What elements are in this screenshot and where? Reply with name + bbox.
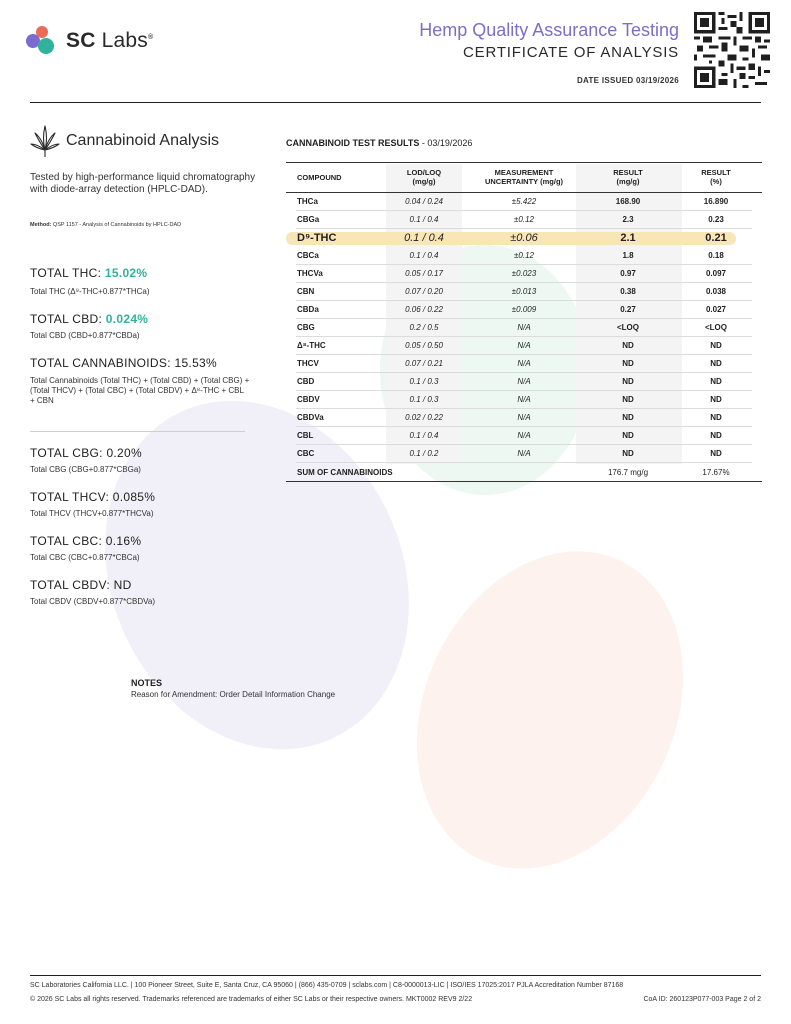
compound-cell: CBG [297,323,315,332]
analysis-description: Tested by high-performance liquid chromatography with diode-array detection (HPLC-DAD). [30,172,256,195]
result-pct-cell: ND [710,377,722,386]
result-mg-cell: 0.38 [620,287,636,296]
total-thc: TOTAL THC: 15.02% [30,266,148,280]
document-title: Hemp Quality Assurance Testing [419,20,679,40]
result-mg-cell: <LOQ [616,323,639,332]
section-title: Cannabinoid Analysis [66,132,219,149]
result-mg-cell: 2.1 [620,232,636,244]
total-cannabinoids-formula: Total Cannabinoids (Total THC) + (Total CBD) + (Total CBG) + (Total THCV) + (Total CBC) + (Total CBDV) + Δ⁸-THC + CBL + CBN [30,376,250,405]
cannabis-leaf-icon [30,124,60,158]
uncertainty-cell: ±5.422 [511,197,537,206]
total-cbc-formula: Total CBC (CBC+0.877*CBCa) [30,553,140,562]
lodloq-cell: 0.1 / 0.4 [404,232,444,244]
table-title: CANNABINOID TEST RESULTS - 03/19/2026 [286,138,473,148]
notes-text: Reason for Amendment: Order Detail Information Change [131,690,336,699]
table-row [286,391,762,409]
table-row [286,265,762,283]
uncertainty-cell: N/A [517,413,531,422]
compound-cell: THCa [297,197,318,206]
total-cbg: TOTAL CBG: 0.20% [30,446,142,460]
result-mg-cell: 2.3 [622,215,634,224]
uncertainty-cell: N/A [517,377,531,386]
total-cbd-formula: Total CBD (CBD+0.877*CBDa) [30,331,140,340]
total-cbc: TOTAL CBC: 0.16% [30,534,142,548]
table-row [286,337,762,355]
logo-text: SC Labs® [66,29,154,52]
result-mg-cell: ND [622,341,634,350]
row-divider [296,462,752,463]
table-row [286,211,762,229]
result-pct-cell: ND [710,431,722,440]
logo-mark-icon [26,26,62,56]
col-header-uncertainty: MEASUREMENT UNCERTAINTY (mg/g) [484,168,564,186]
result-pct-cell: ND [710,395,722,404]
result-mg-cell: ND [622,395,634,404]
lodloq-cell: 0.1 / 0.4 [409,251,439,260]
coa-id-page: CoA ID: 260123P077-003 Page 2 of 2 [643,996,761,1003]
qr-code-icon[interactable] [694,12,770,88]
lodloq-cell: 0.05 / 0.17 [405,269,443,278]
left-divider [30,431,245,432]
compound-cell: Δ⁸-THC [297,341,326,350]
uncertainty-cell: N/A [517,323,531,332]
uncertainty-cell: N/A [517,449,531,458]
table-row [286,355,762,373]
table-top-rule [286,162,762,163]
lodloq-cell: 0.02 / 0.22 [405,413,443,422]
result-mg-cell: ND [622,413,634,422]
sum-row: SUM OF CANNABINOIDS 176.7 mg/g 17.67% [297,468,730,477]
footer-company-line: SC Laboratories California LLC. | 100 Pioneer Street, Suite E, Santa Cruz, CA 95060 | (866) 435-0709 | sclabs.com | C8-0000013-LIC | ISO/IES 17025:2017 PJLA Accreditation Number 87168 [30,982,624,989]
compound-cell: CBDV [297,395,320,404]
cannabinoid-analysis-heading [30,124,219,158]
uncertainty-cell: ±0.013 [511,287,537,296]
result-mg-cell: ND [622,359,634,368]
result-mg-cell: 168.90 [615,197,641,206]
compound-cell: CBCa [297,251,319,260]
total-cannabinoids: TOTAL CANNABINOIDS: 15.53% [30,356,217,370]
uncertainty-cell: ±0.009 [511,305,537,314]
compound-cell: CBN [297,287,315,296]
background-blob [367,508,733,913]
lodloq-cell: 0.2 / 0.5 [409,323,439,332]
table-bottom-rule [286,481,762,482]
result-pct-cell: ND [710,413,722,422]
uncertainty-cell: N/A [517,395,531,404]
table-row [286,283,762,301]
uncertainty-cell: N/A [517,359,531,368]
compound-cell: CBGa [297,215,320,224]
uncertainty-cell: ±0.12 [514,251,534,260]
total-thcv: TOTAL THCV: 0.085% [30,490,156,504]
table-row [286,409,762,427]
lodloq-cell: 0.1 / 0.3 [409,377,439,386]
lodloq-cell: 0.1 / 0.4 [409,215,439,224]
compound-cell: CBD [297,377,315,386]
compound-cell: CBL [297,431,314,440]
result-pct-cell: 0.097 [705,269,727,278]
result-pct-cell: <LOQ [704,323,727,332]
total-thcv-formula: Total THCV (THCV+0.877*THCVa) [30,509,154,518]
uncertainty-cell: ±0.023 [511,269,537,278]
total-thc-formula: Total THC (Δ⁹-THC+0.877*THCa) [30,287,150,296]
table-row [286,193,762,211]
lodloq-cell: 0.1 / 0.4 [409,431,439,440]
total-cbdv: TOTAL CBDV: ND [30,578,132,592]
result-pct-cell: 16.890 [703,197,729,206]
result-pct-cell: ND [710,449,722,458]
lodloq-cell: 0.04 / 0.24 [405,197,443,206]
compound-cell: THCV [297,359,319,368]
result-pct-cell: 0.18 [708,251,724,260]
table-row [286,445,762,463]
footer-copyright-line: © 2026 SC Labs all rights reserved. Trademarks referenced are trademarks of either SC Labs or their respective owners. MKT0002 REV9 2/22 CoA ID: 260123P077-003 Page 2 of 2 [30,996,761,1003]
table-row [286,301,762,319]
date-issued: DATE ISSUED 03/19/2026 [576,76,679,85]
total-cbdv-formula: Total CBDV (CBDV+0.877*CBDVa) [30,597,156,606]
total-cbd: TOTAL CBD: 0.024% [30,312,149,326]
compound-cell: THCVa [297,269,323,278]
table-row [286,229,762,247]
lodloq-cell: 0.1 / 0.2 [409,449,439,458]
result-pct-cell: ND [710,359,722,368]
document-subtitle: CERTIFICATE OF ANALYSIS [463,44,679,61]
compound-cell: CBDa [297,305,319,314]
lodloq-cell: 0.07 / 0.21 [405,359,443,368]
lodloq-cell: 0.05 / 0.50 [405,341,443,350]
compound-cell: D⁹-THC [297,232,337,244]
result-pct-cell: 0.038 [705,287,727,296]
sc-labs-logo [26,26,153,56]
result-mg-cell: 0.27 [620,305,636,314]
col-header-lodloq: LOD/LOQ (mg/g) [406,168,442,186]
table-row [286,427,762,445]
lodloq-cell: 0.06 / 0.22 [405,305,443,314]
result-pct-cell: 0.027 [705,305,727,314]
result-mg-cell: 0.97 [620,269,636,278]
result-pct-cell: ND [710,341,722,350]
compound-cell: CBDVa [297,413,324,422]
result-mg-cell: 1.8 [622,251,634,260]
header-divider [30,102,761,103]
table-row [286,247,762,265]
result-mg-cell: ND [622,377,634,386]
total-cbg-formula: Total CBG (CBG+0.877*CBGa) [30,465,141,474]
result-pct-cell: 0.21 [705,232,727,244]
result-mg-cell: ND [622,449,634,458]
result-pct-cell: 0.23 [708,215,724,224]
lodloq-cell: 0.1 / 0.3 [409,395,439,404]
col-header-result-pct: RESULT (%) [701,168,731,186]
lodloq-cell: 0.07 / 0.20 [405,287,443,296]
result-mg-cell: ND [622,431,634,440]
method-line: Method: QSP 1157 - Analysis of Cannabinoids by HPLC-DAD [30,222,182,228]
table-row [286,373,762,391]
compound-cell: CBC [297,449,315,458]
uncertainty-cell: N/A [517,341,531,350]
col-header-result-mg: RESULT (mg/g) [613,168,643,186]
notes-heading: NOTES [131,678,163,688]
uncertainty-cell: N/A [517,431,531,440]
uncertainty-cell: ±0.12 [514,215,534,224]
col-header-compound: COMPOUND [297,173,342,182]
footer-divider [30,975,761,976]
uncertainty-cell: ±0.06 [510,232,538,244]
table-row [286,319,762,337]
